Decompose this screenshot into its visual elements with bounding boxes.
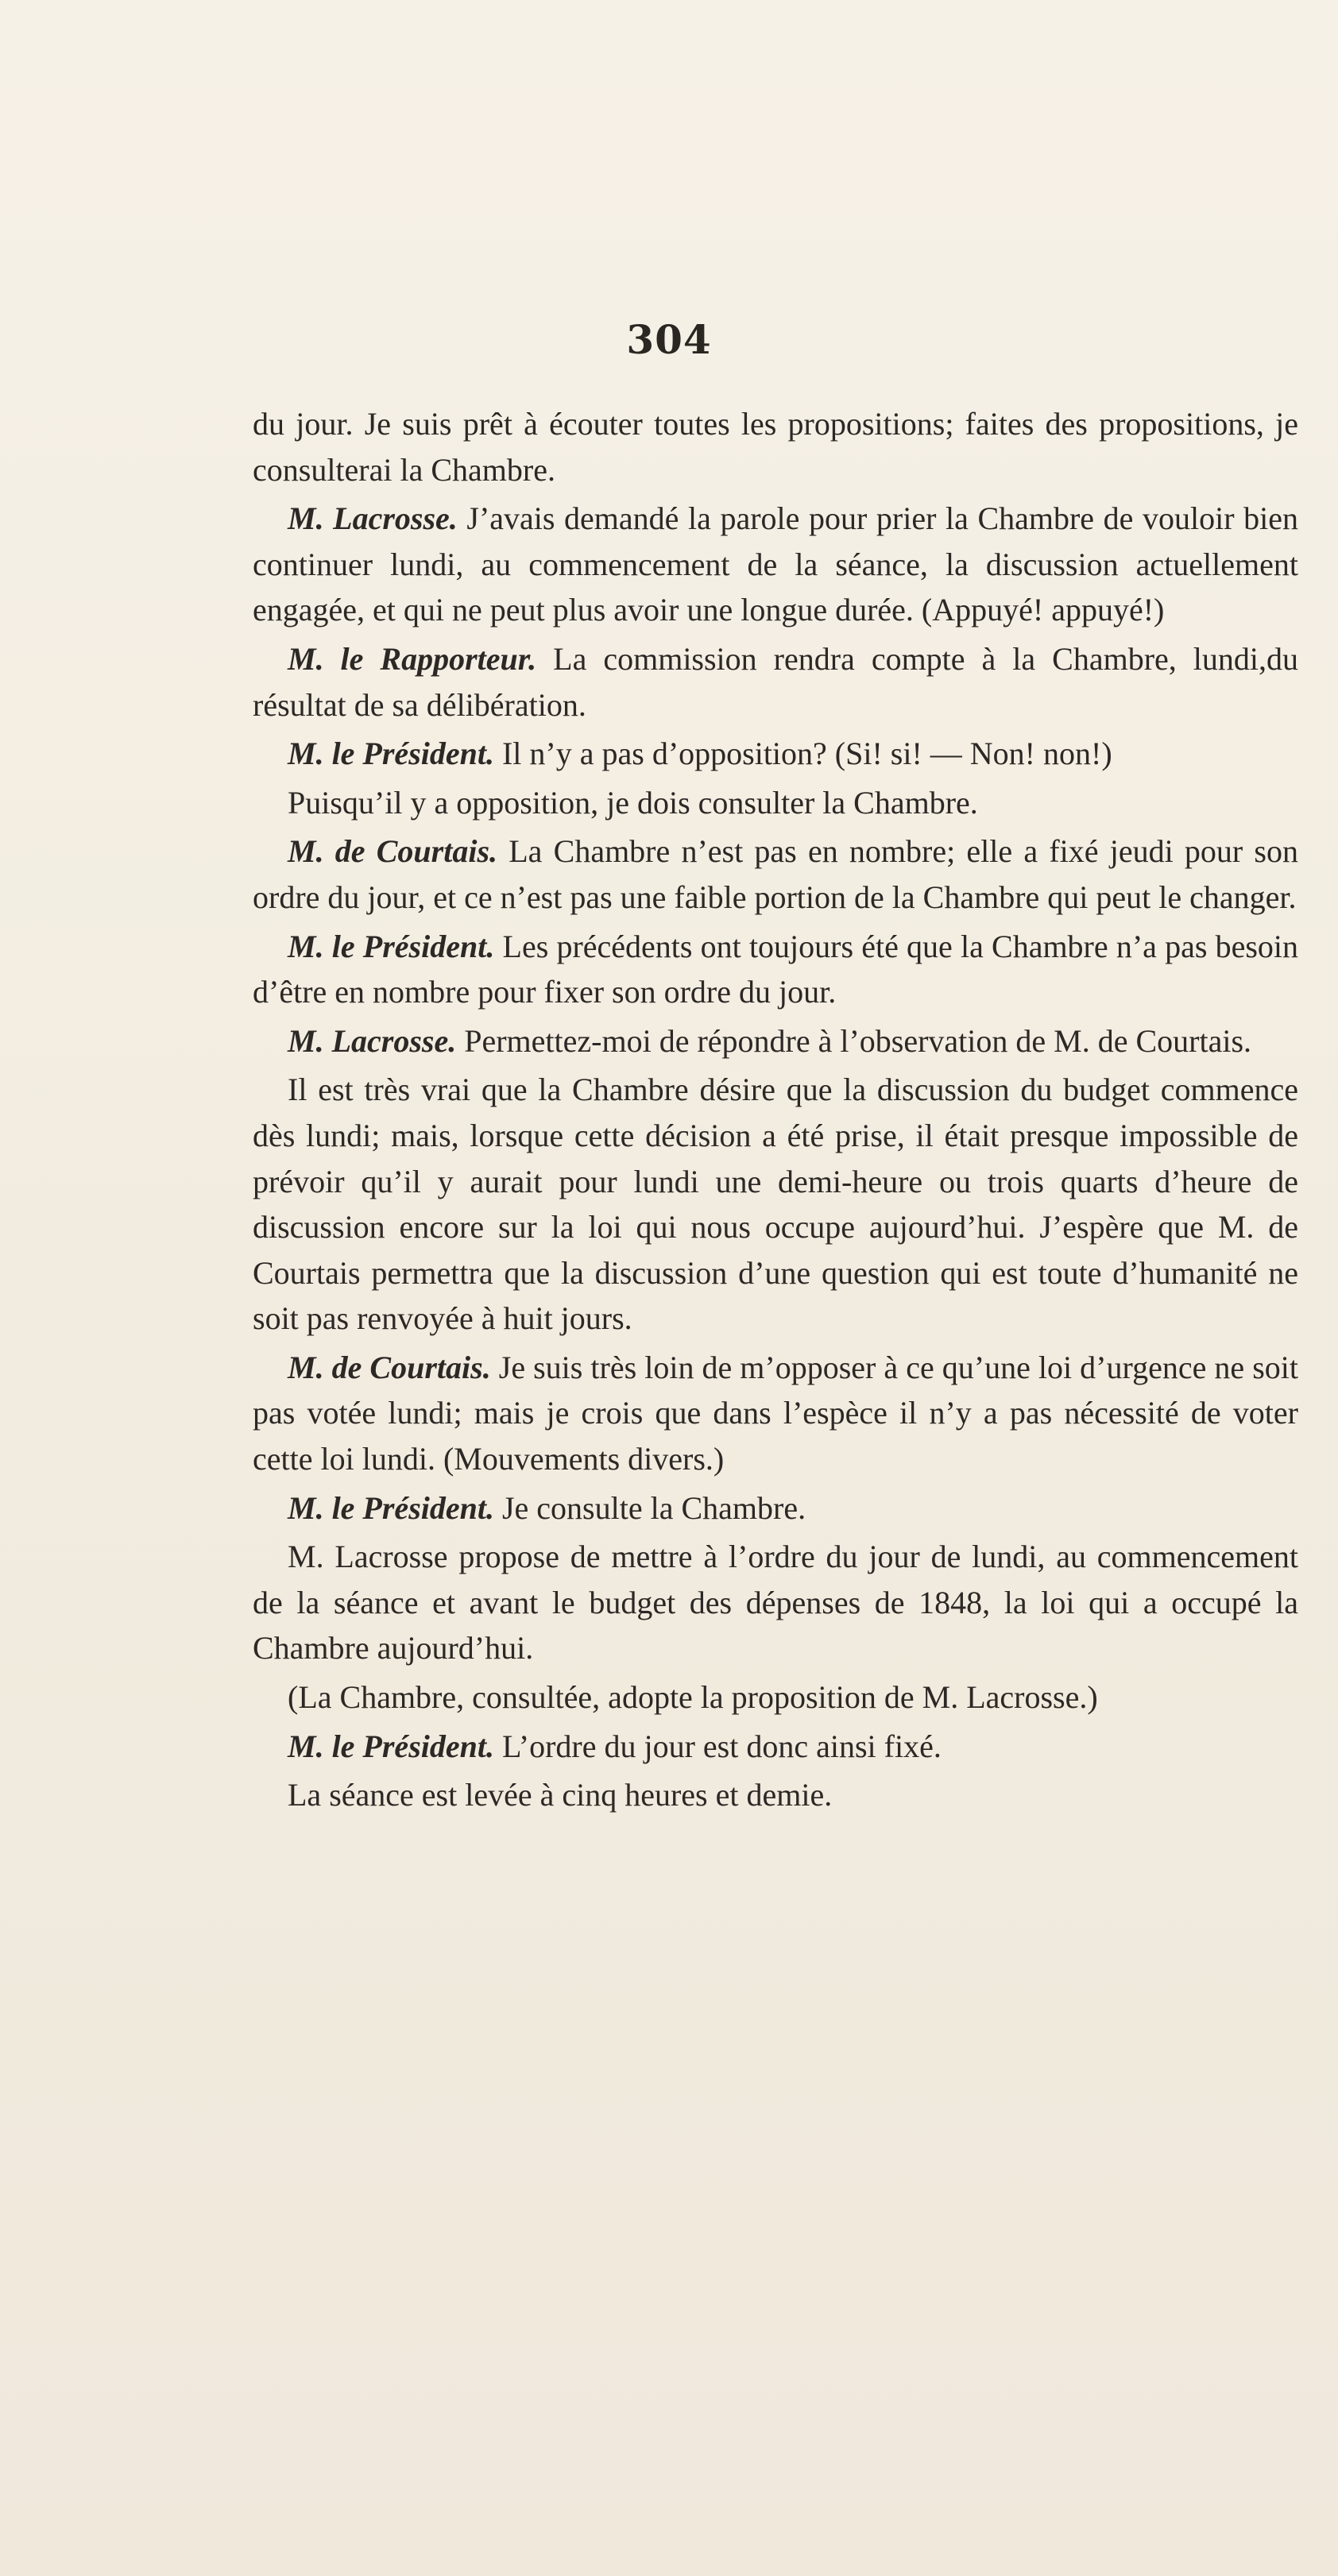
paragraph [253, 1534, 1298, 1671]
paragraph [253, 636, 1298, 728]
page-number: 304 [626, 316, 712, 363]
speaker-name: M. de Courtais. [288, 1349, 491, 1385]
paragraph [253, 496, 1298, 633]
speaker-name: M. le Rapporteur. [288, 640, 537, 677]
paragraph-text: M. Lacrosse propose de mettre à l’ordre du jour de lundi, au commencement de la séance et avant le budget des dépenses de 1848, la loi qui a occupé la Chambre aujourd’hui. [253, 1539, 1298, 1666]
paragraph [253, 780, 1298, 826]
speaker-name: M. le Président. [288, 1489, 494, 1526]
speaker-name: M. le Président. [288, 736, 494, 772]
paragraph-text: Il n’y a pas d’opposition? (Si! si! — Non! non!) [493, 736, 1112, 772]
paragraph-text: Puisqu’il y a opposition, je dois consulter la Chambre. [288, 784, 978, 821]
paragraph-text: du jour. Je suis prêt à écouter toutes les propositions; faites des propositions, je consulterai la Chambre. [253, 406, 1298, 488]
speaker-name: M. Lacrosse. [288, 500, 458, 537]
paragraph [253, 1018, 1298, 1064]
paragraph [253, 1485, 1298, 1531]
speaker-name: M. le Président. [288, 928, 495, 964]
paragraph-text: J’avais demandé la parole pour prier la Chambre de vouloir bien continuer lundi, au commencement de la séance, la discussion actuellement engagée, et qui ne peut plus avoir une longue durée. (Appuyé! appuyé!) [253, 500, 1298, 628]
paragraph-text: La Chambre n’est pas en nombre; elle a fixé jeudi pour son ordre du jour, et ce n’est pas une faible portion de la Chambre qui peut le changer. [253, 833, 1299, 915]
paragraph-text: L’ordre du jour est donc ainsi fixé. [493, 1728, 942, 1764]
paragraph-text: Je consulte la Chambre. [493, 1489, 806, 1526]
body-text [253, 401, 1298, 1821]
speaker-name: M. le Président. [288, 1728, 494, 1764]
paragraph-text: Il est très vrai que la Chambre désire que la discussion du budget commence dès lundi; mais, lorsque cette décision a été prise, il était presque impossible de prévoir qu’il y aurait pour lundi une demi-heure ou trois quarts d’heure de discussion encore sur la loi qui nous occupe aujourd’hui. J’espère que M. de Courtais permettra que la discussion d’une question qui est toute d’humanité ne soit pas renvoyée à huit jours. [253, 1072, 1298, 1337]
paragraph-text: (La Chambre, consultée, adopte la proposition de M. Lacrosse.) [288, 1679, 1098, 1716]
speaker-name: M. de Courtais. [288, 833, 498, 870]
paragraph [253, 1674, 1298, 1721]
paragraph-text: Je suis très loin de m’opposer à ce qu’une loi d’urgence ne soit pas votée lundi; mais je crois que dans l’espèce il n’y a pas nécessité de voter cette loi lundi. (Mouvements divers.) [253, 1349, 1298, 1477]
speaker-name: M. Lacrosse. [288, 1022, 457, 1059]
paragraph [253, 1345, 1298, 1482]
paragraph [253, 1724, 1298, 1770]
paragraph-text: Les précédents ont toujours été que la Chambre n’a pas besoin d’être en nombre pour fixer son ordre du jour. [253, 928, 1299, 1010]
paragraph [253, 1772, 1298, 1818]
paragraph [253, 1067, 1298, 1342]
paragraph [253, 924, 1298, 1015]
paragraph-text: Permettez-moi de répondre à l’observation de M. de Courtais. [456, 1022, 1252, 1059]
paragraph-text: La commission rendra compte à la Chambre, lundi,du résultat de sa délibération. [253, 640, 1298, 723]
paragraph [253, 828, 1298, 920]
paragraph [253, 731, 1298, 777]
paragraph [253, 401, 1298, 492]
paragraph-text: La séance est levée à cinq heures et demie. [288, 1777, 833, 1813]
